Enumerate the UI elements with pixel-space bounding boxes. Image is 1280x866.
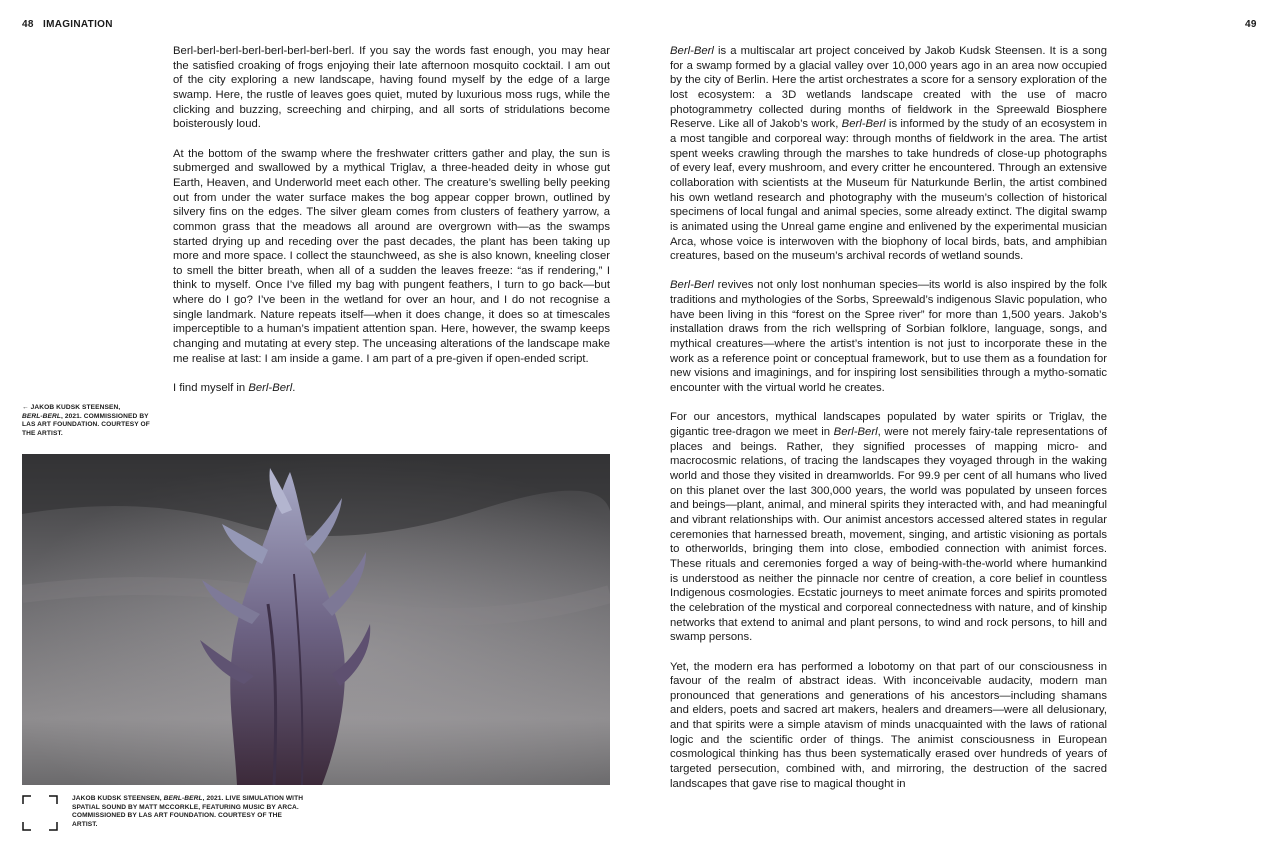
artwork-title: Berl-Berl: [841, 118, 886, 131]
artwork-title: BERL-BERL: [22, 412, 61, 420]
artwork-title: BERL-BERL: [163, 795, 203, 802]
artwork-title: Berl-Berl: [833, 426, 878, 439]
image-caption-top: ← JAKOB KUDSK STEENSEN, BERL-BERL, 2021. COMMISSIONED BY LAS ART FOUNDATION. COURTESY OF THE ARTIST.: [22, 404, 150, 437]
photo-graphic: [22, 454, 610, 785]
paragraph: Berl-Berl is a multiscalar art project conceived by Jakob Kudsk Steensen. It is a song for a swamp formed by a glacial valley over 10,000 years ago in an area now occupied by the city of Berlin. Here the artist orchestrates a score for a sensory exploration of the lost ecosystem: a 3D wetlands landscape created with the use of macro photogrammetry collected during months of fieldwork in the Spreewald Biosphere Reserve. Like all of Jakob’s work, Berl-Berl is informed by the study of an ecosystem in a most tangible and corporeal way: through months of fieldwork in the area. The artist spent weeks crawling through the marshes to take hundreds of close-up photographs of every leaf, every mushroom, and every critter he encountered. Through an extensive collaboration with scientists at the Museum für Naturkunde Berlin, the artist combined his own wetland research and photography with the museum’s collection of historical specimens of local fungal and animal species, some already extinct. The digital swamp is animated using the Unreal game engine and enlivened by the experimental musician Arca, whose voice is interwoven with the biophony of local birds, bats, and amphibian creatures, based on the museum’s archival records of wetland sounds.: [670, 45, 1107, 263]
page-number-right: 49: [1245, 19, 1257, 30]
image-caption-bottom: JAKOB KUDSK STEENSEN, BERL-BERL, 2021. LIVE SIMULATION WITH SPATIAL SOUND BY MATT MCCORKLE, FEATURING MUSIC BY ARCA. COMMISSIONED BY LAS ART FOUNDATION. COURTESY OF THE ARTIST.: [72, 795, 304, 828]
paragraph: Yet, the modern era has performed a lobotomy on that part of our consciousness in favour of the realm of abstract ideas. With inconceivable audacity, modern man pronounced that generations and generations of his ancestors—including shamans and elders, poets and sacred art makers, healers and dreamers—were all delusionary, and that spirits were a simple atavism of minds unacquainted with the laws of rational logic and the scientific order of things. The animist consciousness in European cosmological thinking has thus been systematically erased over hundreds of years of targeted persecution, combined with, and mirroring, the destruction of the sacred landscapes that gave rise to magical thought in: [670, 660, 1107, 790]
paragraph: Berl-Berl revives not only lost nonhuman species—its world is also inspired by the folk traditions and mythologies of the Sorbs, Spreewald’s indigenous Slavic population, who have been living in this “forest on the Spree river” for more than 1,500 years. Jakob’s installation draws from the rich wellspring of Sorbian folklore, language, songs, and mythical creatures—where the artist’s intention is not just to incorporate these in the work as a reference point or conceptual framework, but to use them as a foundation for new visions and imaginings, and for inspiring lost sensibilities through a mytho-somatic encounter with the virtual world he creates.: [670, 279, 1107, 395]
paragraph: I find myself in Berl-Berl.: [173, 382, 296, 395]
artwork-photo: [22, 454, 610, 785]
paragraph: For our ancestors, mythical landscapes populated by water spirits or Triglav, the gigantic tree-dragon we meet in Berl-Berl, were not merely fairy-tale representations of places and beings. Rather, they signified processes of mapping micro- and macrocosmic relations, of tracing the landscapes they voyaged through in the waking world and those they visited in dreamworlds. For 99.9 per cent of all humans who lived on this planet over the last 300,000 years, the world was populated by unseen forces and beings—plant, animal, and mineral spirits they interacted with, and had meaningful and vibrant relationships with. Our animist ancestors accessed altered states in regular ceremonies that harnessed breath, movement, singing, and artistic visioning as portals to otherworlds, bringing them into close, embodied connection with animist forces. These rituals and ceremonies forged a way of being-with-the-world where humankind is understood as neither the pinnacle nor centre of creation, a core belief in countless Indigenous cosmologies. Ecstatic journeys to meet animate forces and spirits promoted the celebration of the mystical and corporeal connectedness with nature, and of kinship networks that extend to animal and plant persons, to wind and rock persons, to hill and swamp persons.: [670, 411, 1107, 644]
right-text-column: [670, 44, 1107, 791]
paragraph: At the bottom of the swamp where the freshwater critters gather and play, the sun is submerged and swallowed by a mythical Triglav, a three-headed deity in whose gut Earth, Heaven, and Underworld meet each other. The creature’s swelling belly peeking out from under the water surface makes the bog appear copper brown, outlined by silvery fins on the edges. The silver gleam comes from clusters of feathery yarrow, a common grass that the meadows all around are overgrown with—as the swamps started drying up and receding over the past decades, the plant has been taking up more and more space. I collect the staunchweed, as she is also known, kneeling closer to smell the bitter breath, when all of a sudden the leaves freeze: “as if rendering,” I think to myself. Once I’ve filled my bag with pungent feathers, I turn to go back—but where do I go? I’ve been in the wetland for over an hour, and I do not recognise a single landmark. Nature repeats itself—when it does change, it does so at timescales imperceptible to a human’s impatient attention span. Here, however, the swamp keeps changing and mutating at every step. The unceasing alterations of the landscape make me realise at last: I am inside a game. I am part of a pre-given if open-ended script.: [173, 147, 610, 365]
page-number-left: 48: [22, 19, 34, 30]
artwork-title: Berl-Berl: [248, 382, 293, 395]
frame-corners-icon: [22, 795, 58, 831]
left-page-header: [22, 19, 113, 30]
section-title: IMAGINATION: [42, 19, 113, 30]
artwork-title: Berl-Berl: [670, 45, 714, 57]
left-text-column: [173, 44, 610, 410]
artwork-title: Berl-Berl: [670, 279, 714, 292]
paragraph: Berl-berl-berl-berl-berl-berl-berl-berl. If you say the words fast enough, you may hear the satisfied croaking of frogs enjoying their late afternoon mosquito cocktail. I am out of the city exploring a new landscape, having found myself by the edge of a large swamp. Here, the rustle of leaves goes quiet, muted by luxurious moss rugs, while the clicking and buzzing, screeching and chirping, and all sorts of stridulations become boisterously loud.: [173, 45, 610, 131]
